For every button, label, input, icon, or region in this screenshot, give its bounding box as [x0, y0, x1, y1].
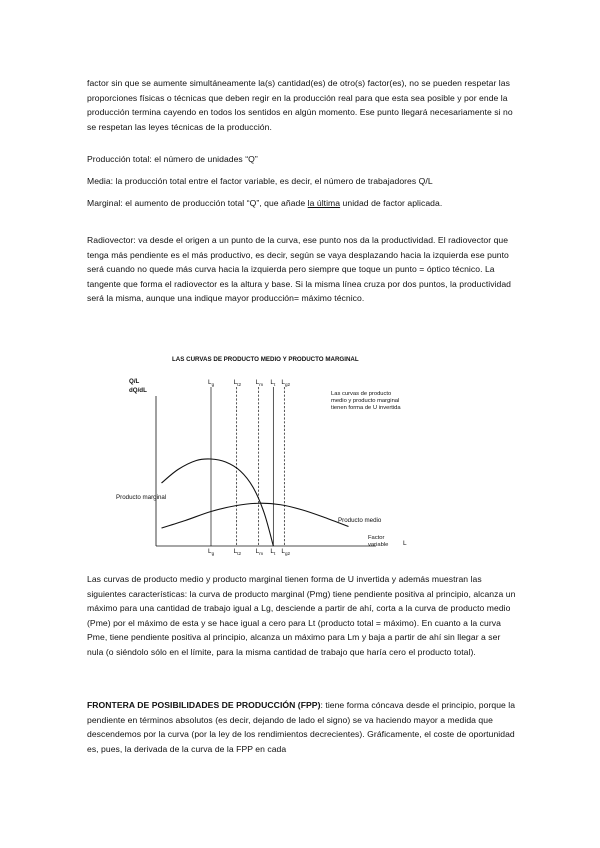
- series-label-producto-marginal: Producto marginal: [116, 494, 167, 501]
- marker-top-label-lt: $L_t$: [270, 379, 276, 387]
- chart-xlabel: [368, 535, 388, 548]
- marker-bottom-label-lm: $L_m$: [255, 548, 264, 556]
- x-label-line: Factor: [368, 535, 385, 541]
- marker-top-label-lg: $L_g$: [208, 379, 215, 387]
- series-label-producto-medio: Producto medio: [338, 517, 382, 524]
- marginal-text-b: unidad de factor aplicada.: [340, 198, 443, 208]
- annotation-line: tienen forma de U invertida: [331, 405, 401, 411]
- marker-bottom-label-lg: $L_g$: [208, 548, 215, 556]
- marginal-text-a: Marginal: el aumento de producción total “Q”, que añade: [87, 198, 308, 208]
- chart-title: Las curvas de producto medio y producto marginal: [172, 356, 359, 363]
- curve-producto-medio: [162, 503, 349, 528]
- curve-producto-marginal: [162, 459, 274, 546]
- x-axis-symbol: L: [403, 540, 407, 547]
- y-label-line: dQ/dL: [129, 387, 147, 394]
- annotation-line: medio y producto marginal: [331, 398, 400, 404]
- marker-top-label-lm: $L_m$: [255, 379, 264, 387]
- fpp-heading: FRONTERA DE POSIBILIDADES DE PRODUCCIÓN (FPP): [87, 700, 321, 710]
- marginal-text-underlined: la última: [307, 198, 341, 208]
- marker-bottom-label-lt2: $L_{t2}$: [233, 548, 242, 556]
- fpp-text: : tiene forma cóncava desde el principio, porque la pendiente en términos absolutos (es decir, dejando de lado el signo) se va haciendo mayor a medida que descendemos por la curva (por la ley de los rendimientos decrecientes). Gráficamente, el coste de oportunidad es, pues, la derivada de la curva de la FPP en cada: [87, 700, 516, 754]
- chart-ylabels: [129, 378, 147, 394]
- chart-markers: [208, 379, 291, 556]
- paragraph-curvas: Las curvas de producto medio y producto marginal tienen forma de U invertida y además muestran las siguientes características: la curva de producto marginal (Pmg) tiene pendiente positiva al principio, alcanza un máximo para una cantidad de trabajo igual a Lg, desciende a partir de ahí, corta a la curva de producto medio (Pme) por el máximo de esta y se hace igual a cero para Lt (producto total = máximo). En cuanto a la curva Pme, tiene pendiente positiva al principio, alcanza un máximo para Lm y baja a partir de ahí sin llegar a ser nula (o siéndolo sólo en el límite, para la misma cantidad de trabajo que haría cero el producto total).: [87, 574, 516, 657]
- paragraph-media: Media: la producción total entre el factor variable, es decir, el número de trabajadores Q/L: [87, 176, 433, 186]
- x-label-line: variable: [368, 542, 389, 548]
- paragraph-produccion-total: Producción total: el número de unidades “Q”: [87, 154, 258, 164]
- y-label-line: Q/L: [129, 378, 140, 385]
- marker-top-label-lt2: $L_{t2}$: [233, 379, 242, 387]
- marker-bottom-label-lg2: $L_{g2}$: [281, 548, 291, 556]
- paragraph-radiovector: Radiovector: va desde el origen a un punto de la curva, ese punto nos da la productividad. El radiovector que tenga más pendiente es el más productivo, es decir, según se vaya desplazando hacia la izquierda ese punto será cuando no quede más curva hacia la izquierda pero siempre que toque un punto = óptico técnico. La tangente que forma el radiovector es la altura y base. Si la misma línea cruza por dos puntos, la productividad será la misma, aunque una indique mayor producción= máximo técnico.: [87, 235, 512, 303]
- marker-bottom-label-lt: $L_t$: [270, 548, 276, 556]
- paragraph-fpp: [87, 698, 517, 756]
- paragraph-factor: factor sin que se aumente simultáneamente la(s) cantidad(es) de otro(s) factor(es), no se pueden respetar las proporciones físicas o técnicas que deben regir en la producción real para que esta sea posible y por ende la producción termina cayendo en todos los sentidos en algún momento. Ese punto llegará necesariamente si no se respetan las leyes técnicas de la producción.: [87, 78, 513, 132]
- annotation-line: Las curvas de producto: [331, 391, 392, 397]
- marker-top-label-lg2: $L_{g2}$: [281, 379, 291, 387]
- chart-annotation: [331, 391, 401, 411]
